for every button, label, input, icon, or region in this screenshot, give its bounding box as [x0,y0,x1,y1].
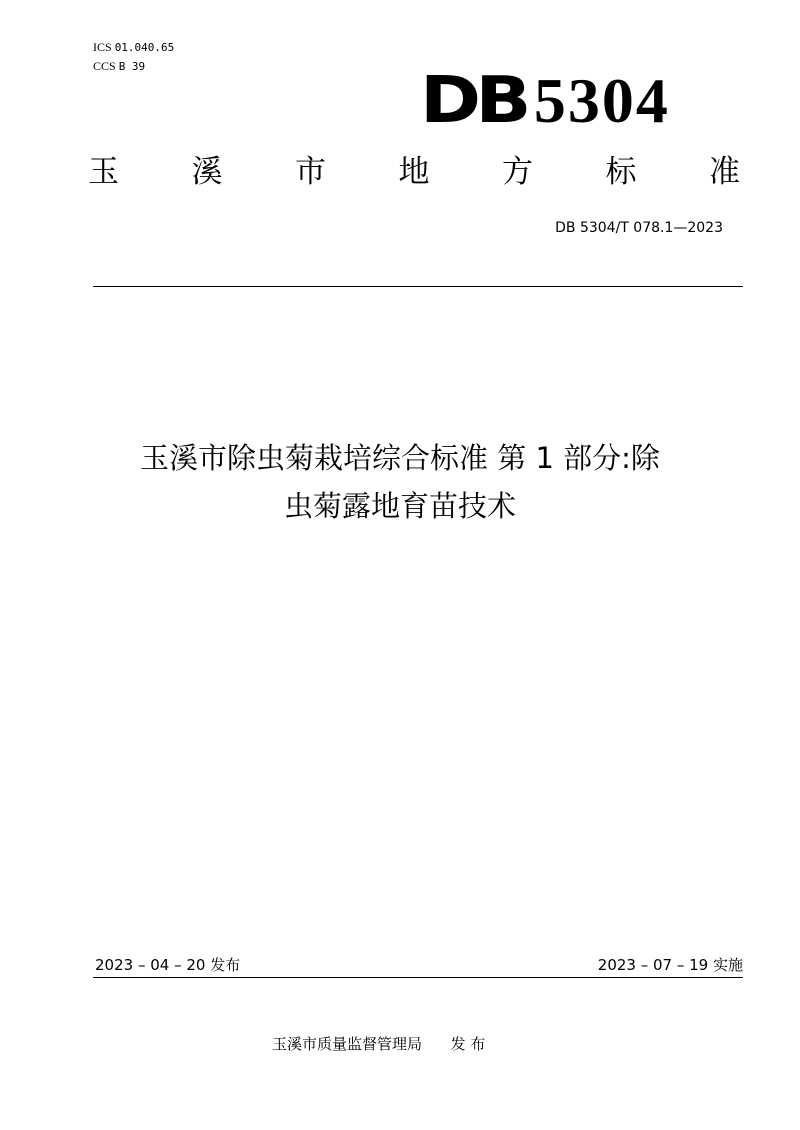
ccs-code: B 39 [118,60,146,73]
classification-codes [93,38,174,76]
ccs-line [93,57,174,76]
document-title [60,434,740,530]
issuer-action: 发 布 [450,1035,486,1053]
standard-type-char: 溪 [191,154,223,190]
title-line-2: 虫菊露地育苗技术 [283,489,516,523]
title-line-1: 玉溪市除虫菊栽培综合标准 第 1 部分:除 [140,441,660,475]
top-divider [93,286,743,287]
issuer-line [272,1032,485,1056]
db-standard-mark [420,66,670,136]
publish-date: 2023 – 04 – 20 发布 [95,956,241,974]
standard-type-char: 准 [709,154,740,190]
ics-line [93,38,174,57]
issuer-name: 玉溪市质量监督管理局 [272,1035,423,1053]
standard-type-char: 地 [398,154,430,190]
standard-number: DB 5304/T 078.1—2023 [555,220,723,236]
db-region-code: 5304 [533,65,670,136]
standard-type-heading [88,150,740,194]
standard-type-char: 方 [502,154,533,190]
standard-type-char: 标 [605,154,637,190]
db-letters: DB [420,64,526,138]
ics-label: ICS [93,40,112,54]
standard-type-char: 玉 [88,154,119,190]
ics-code: 01.040.65 [114,41,175,54]
standard-type-char: 市 [295,154,326,190]
implement-date: 2023 – 07 – 19 实施 [597,956,743,974]
bottom-divider [93,977,743,978]
ccs-label: CCS [93,59,116,73]
